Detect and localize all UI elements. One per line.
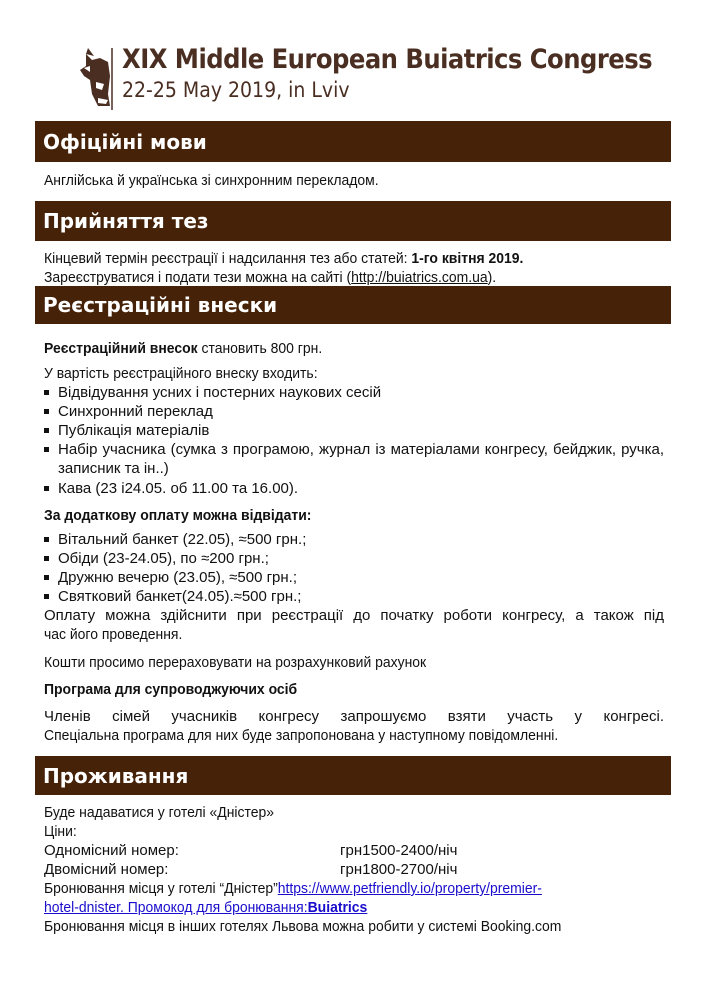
fee-amount: становить 800 грн.: [197, 340, 323, 357]
list-item-text: Синхронний переклад: [58, 403, 213, 420]
congress-dates: 22-25 May 2019, in Lviv: [122, 78, 350, 102]
room-price-row: [44, 841, 664, 860]
section-title: Проживання: [43, 763, 189, 788]
payment-text-line2: час його проведення.: [44, 626, 183, 643]
list-item-text: Публікація матеріалів: [58, 422, 210, 439]
room-price: грн1500-2400/ніч: [340, 842, 458, 859]
deadline-text: [44, 249, 523, 268]
booking-link[interactable]: https://www.petfriendly.io/property/premier-: [277, 880, 542, 897]
bullet-icon: [44, 428, 49, 433]
room-price: грн1800-2700/ніч: [340, 861, 458, 878]
languages-text: Англійська й українська зі синхронним перекладом.: [44, 172, 379, 189]
section-title: Прийняття тез: [43, 209, 209, 233]
fee-label: Реєстраційний внесок: [44, 340, 198, 357]
hotel-text: Буде надаватися у готелі «Дністер»: [44, 804, 275, 821]
fee-text: [44, 339, 322, 358]
booking-text-line2: [44, 898, 367, 917]
deadline-date: 1-го квітня 2019.: [411, 250, 524, 267]
register-text: [44, 268, 496, 287]
bullet-icon: [44, 390, 49, 395]
companion-text-line2: Спеціальна програма для них буде запропонована у наступному повідомленні.: [44, 727, 559, 744]
section-header-fees: [35, 286, 671, 324]
list-item-text: Дружню вечерю (23.05), ≈500 грн.;: [58, 569, 298, 586]
list-item-text: Набір учасника (сумка з програмою, журнал із матеріалами конгресу, бейджик, ручка, записник та ін..): [58, 441, 664, 477]
section-title: Офіційні мови: [43, 129, 207, 154]
booking-link-continued[interactable]: hotel-dnister. Промокод для бронювання:: [44, 899, 308, 916]
room-price-row: [44, 860, 664, 879]
bullet-icon: [44, 575, 49, 580]
section-header-abstracts: [35, 201, 671, 241]
payment-text-line1: Оплату можна здійснити при реєстрації до початку роботи конгресу, а також під: [44, 607, 664, 624]
register-prefix: Зареєструватися і подати тези можна на сайті (: [44, 269, 352, 286]
room-type: Двомісний номер:: [44, 861, 169, 878]
register-suffix: ).: [487, 269, 497, 286]
congress-header: [78, 44, 678, 116]
list-item-text: Святковий банкет(24.05).≈500 грн.;: [58, 588, 302, 605]
deadline-prefix: Кінцевий термін реєстрації і надсилання тез або статей:: [44, 250, 412, 267]
cow-head-icon: [78, 46, 118, 110]
bullet-icon: [44, 486, 49, 491]
includes-label: У вартість реєстраційного внеску входить:: [44, 365, 318, 382]
booking-prefix: Бронювання місця у готелі “Дністер”: [44, 880, 278, 897]
transfer-text: Кошти просимо перераховувати на розрахунковий рахунок: [44, 654, 427, 671]
list-item-text: Кава (23 і24.05. об 11.00 та 16.00).: [58, 480, 299, 497]
prices-label: Ціни:: [44, 823, 77, 840]
bullet-icon: [44, 556, 49, 561]
section-title: Реєстраційні внески: [43, 293, 278, 317]
section-header-languages: [35, 121, 671, 162]
bullet-icon: [44, 409, 49, 414]
bullet-icon: [44, 594, 49, 599]
congress-title: XIX Middle European Buiatrics Congress: [122, 44, 653, 75]
other-hotels-text: Бронювання місця в інших готелях Львова можна робити у системі Booking.com: [44, 918, 562, 935]
list-item-text: Обіди (23-24.05), по ≈200 грн.;: [58, 550, 269, 567]
bullet-icon: [44, 537, 49, 542]
companion-title: Програма для супроводжуючих осіб: [44, 681, 298, 698]
section-header-accommodation: [35, 756, 671, 795]
list-item-text: Відвідування усних і постерних наукових сесій: [58, 384, 382, 401]
room-type: Одномісний номер:: [44, 842, 179, 859]
bullet-icon: [44, 447, 49, 452]
extras-label: За додаткову оплату можна відвідати:: [44, 507, 312, 524]
companion-text-line1: Членів сімей учасників конгресу запрошуємо взяти участь у конгресі.: [44, 708, 664, 725]
promo-code[interactable]: Buiatrics: [307, 899, 368, 916]
register-link[interactable]: http://buiatrics.com.ua: [351, 269, 488, 286]
list-item-text: Вітальний банкет (22.05), ≈500 грн.;: [58, 531, 307, 548]
booking-text: [44, 879, 542, 898]
